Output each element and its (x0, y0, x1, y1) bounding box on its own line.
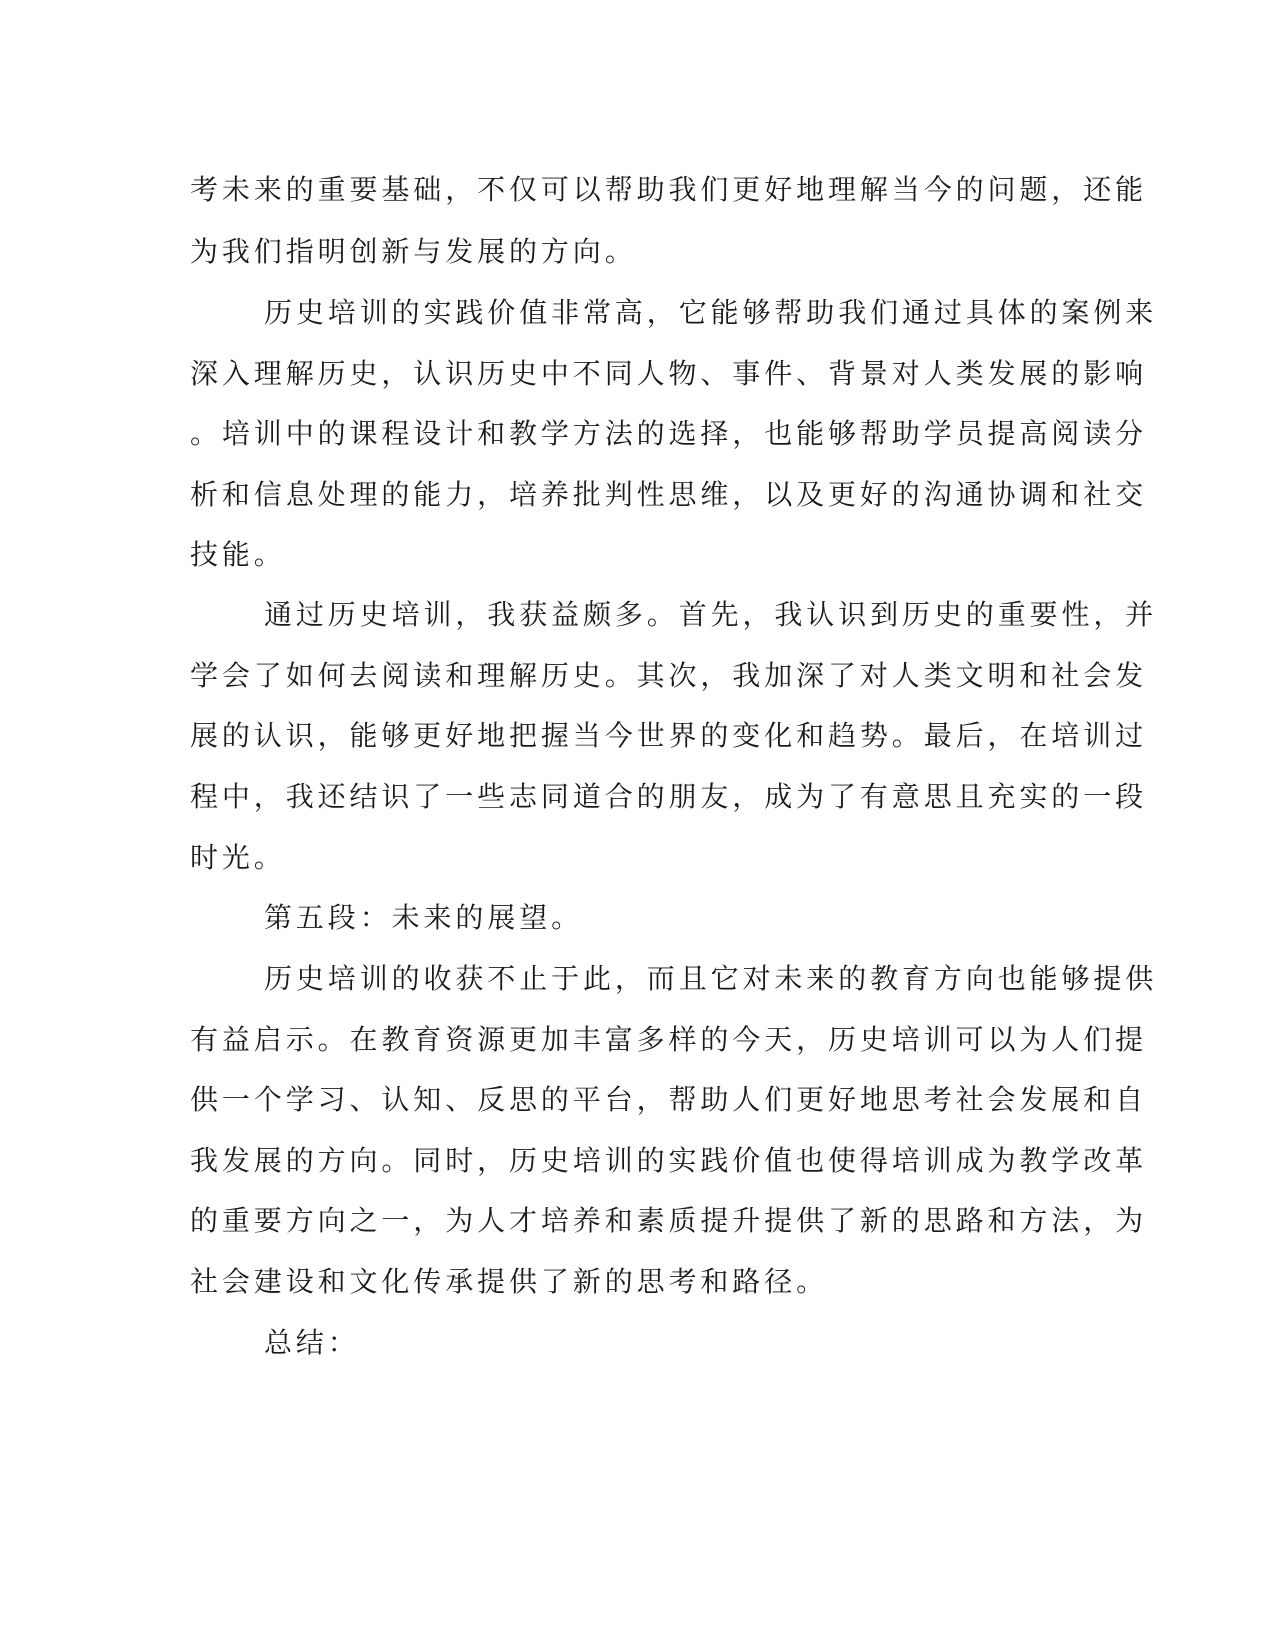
text-line: 。培训中的课程设计和教学方法的选择，也能够帮助学员提高阅读分 (190, 417, 1148, 450)
text-line: 的重要方向之一，为人才培养和素质提升提供了新的思路和方法，为 (190, 1204, 1148, 1237)
paragraph-start: 历史培训的实践价值非常高，它能够帮助我们通过具体的案例来 (264, 296, 1158, 329)
text-line: 为我们指明创新与发展的方向。 (190, 235, 637, 268)
text-line: 有益启示。在教育资源更加丰富多样的今天，历史培训可以为人们提 (190, 1023, 1148, 1056)
paragraph-start: 历史培训的收获不止于此，而且它对未来的教育方向也能够提供 (264, 962, 1158, 995)
text-line: 时光。 (190, 841, 286, 874)
text-line: 考未来的重要基础，不仅可以帮助我们更好地理解当今的问题，还能 (190, 173, 1148, 206)
text-line: 技能。 (190, 538, 286, 571)
text-line: 展的认识，能够更好地把握当今世界的变化和趋势。最后，在培训过 (190, 719, 1148, 752)
text-line: 深入理解历史，认识历史中不同人物、事件、背景对人类发展的影响 (190, 357, 1148, 390)
text-line: 社会建设和文化传承提供了新的思考和路径。 (190, 1265, 829, 1298)
text-line: 我发展的方向。同时，历史培训的实践价值也使得培训成为教学改革 (190, 1144, 1148, 1177)
text-line: 学会了如何去阅读和理解历史。其次，我加深了对人类文明和社会发 (190, 659, 1148, 692)
text-line: 供一个学习、认知、反思的平台，帮助人们更好地思考社会发展和自 (190, 1083, 1148, 1116)
section-heading: 第五段：未来的展望。 (264, 901, 584, 934)
summary-heading: 总结： (264, 1326, 360, 1359)
paragraph-start: 通过历史培训，我获益颇多。首先，我认识到历史的重要性，并 (264, 598, 1158, 631)
text-line: 程中，我还结识了一些志同道合的朋友，成为了有意思且充实的一段 (190, 780, 1148, 813)
text-line: 析和信息处理的能力，培养批判性思维，以及更好的沟通协调和社交 (190, 478, 1148, 511)
